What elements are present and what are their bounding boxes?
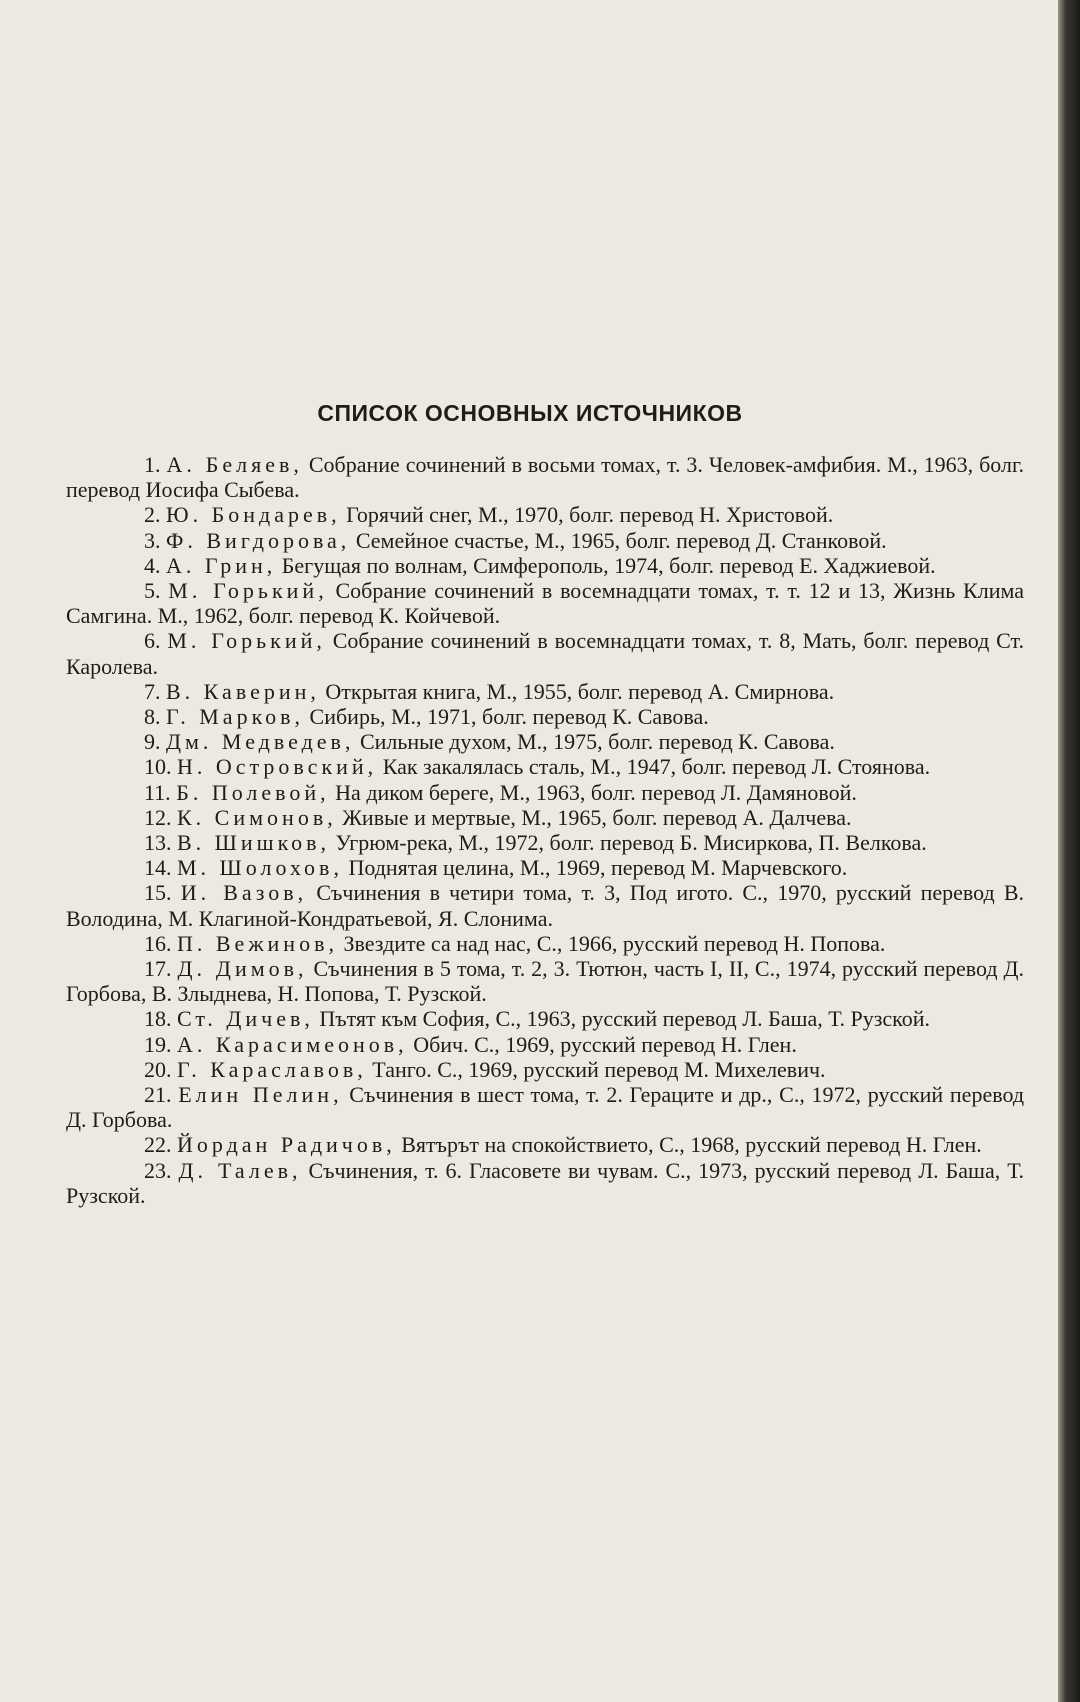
entry-number: 9. — [144, 729, 161, 755]
source-entry — [66, 578, 1024, 628]
source-entry — [66, 956, 1024, 1006]
entry-author: Н. Островский, — [177, 754, 378, 780]
source-entry — [66, 1158, 1024, 1208]
entry-text: Съчинения в шест тома, т. 2. Гераците и др., С., 1972, русский перевод Д. Горбова. — [66, 1082, 1025, 1133]
source-entry — [66, 1057, 1024, 1082]
entry-author: А. Грин, — [166, 552, 277, 578]
entry-text: Бегущая по волнам, Симферополь, 1974, болг. перевод Е. Хаджиевой. — [281, 552, 936, 578]
entry-author: Ст. Дичев, — [177, 1006, 314, 1032]
entry-number: 19. — [144, 1031, 172, 1057]
entry-author: Д. Талев, — [178, 1157, 302, 1183]
source-entry — [66, 754, 1024, 779]
entry-text: Горячий снег, М., 1970, болг. перевод Н. Христовой. — [346, 502, 834, 528]
entry-author: М. Шолохов, — [177, 855, 343, 881]
entry-number: 8. — [144, 704, 161, 730]
entry-text: Собрание сочинений в восемнадцати томах, т. 8, Мать, болг. перевод Ст. Каролева. — [66, 628, 1024, 679]
entry-number: 6. — [144, 628, 161, 654]
entry-author: М. Горький, — [167, 628, 326, 654]
entry-text: Съчинения в 5 тома, т. 2, 3. Тютюн, часть I, II, С., 1974, русский перевод Д. Горбова, В. Злыднева, Н. Попова, Т. Рузской. — [66, 956, 1025, 1007]
entry-author: Д. Димов, — [177, 956, 308, 982]
entry-text: Пътят към София, С., 1963, русский перевод Л. Баша, Т. Рузской. — [319, 1006, 931, 1032]
source-entry — [66, 628, 1024, 678]
entry-author: Б. Полевой, — [176, 779, 330, 805]
entry-text: Как закалялась сталь, М., 1947, болг. перевод Л. Стоянова. — [382, 754, 931, 780]
entry-text: Сибирь, М., 1971, болг. перевод К. Савова. — [309, 704, 709, 730]
entry-number: 13. — [144, 830, 172, 856]
entry-text: Угрюм-река, М., 1972, болг. перевод Б. Мисиркова, П. Велкова. — [335, 830, 927, 856]
entry-text: Собрание сочинений в восьми томах, т. 3. Человек-амфибия. М., 1963, болг. перевод Иосифа Сыбева. — [66, 452, 1024, 503]
entry-text: Поднятая целина, М., 1969, перевод М. Марчевского. — [348, 855, 848, 881]
entry-text: Танго. С., 1969, русский перевод М. Михелевич. — [372, 1056, 826, 1082]
source-entry — [66, 805, 1024, 830]
source-entry — [66, 679, 1024, 704]
entry-text: Семейное счастье, М., 1965, болг. перевод Д. Станковой. — [355, 527, 887, 553]
entry-number: 22. — [144, 1132, 172, 1158]
source-entry — [66, 1132, 1024, 1157]
entry-number: 23. — [144, 1157, 172, 1183]
entry-author: М. Горький, — [168, 578, 328, 604]
entry-number: 21. — [144, 1082, 172, 1108]
entry-author: П. Вежинов, — [177, 930, 338, 956]
entry-number: 15. — [144, 880, 172, 906]
source-entry — [66, 528, 1024, 553]
book-spine-shadow — [1058, 0, 1080, 1702]
source-entry — [66, 704, 1024, 729]
page-title: СПИСОК ОСНОВНЫХ ИСТОЧНИКОВ — [317, 400, 743, 426]
entry-author: Г. Марков, — [166, 704, 305, 730]
entry-text: Съчинения в четири тома, т. 3, Под игото. С., 1970, русский перевод В. Володина, М. Клагиной-Кондратьевой, Я. Слонима. — [66, 880, 1025, 931]
source-entry — [66, 553, 1024, 578]
entry-number: 20. — [144, 1056, 172, 1082]
entry-author: И. Вазов, — [180, 880, 308, 906]
entry-number: 17. — [144, 956, 172, 982]
entry-author: А. Карасимеонов, — [177, 1031, 408, 1057]
entry-number: 4. — [144, 552, 161, 578]
source-entry — [66, 452, 1024, 502]
source-entry — [66, 502, 1024, 527]
source-entry — [66, 780, 1024, 805]
source-entry — [66, 830, 1024, 855]
entry-author: В. Каверин, — [166, 678, 320, 704]
entry-number: 16. — [144, 930, 172, 956]
entry-number: 11. — [144, 779, 171, 805]
source-entry — [66, 855, 1024, 880]
entry-author: Йордан Радичов, — [177, 1132, 396, 1158]
entry-number: 12. — [144, 804, 172, 830]
entry-text: Звездите са над нас, С., 1966, русский перевод Н. Попова. — [343, 930, 886, 956]
sources-list — [66, 452, 1024, 1208]
entry-number: 18. — [144, 1006, 172, 1032]
entry-number: 3. — [144, 527, 161, 553]
source-entry — [66, 880, 1024, 930]
entry-author: Ф. Вигдорова, — [166, 527, 351, 553]
entry-number: 5. — [144, 578, 161, 604]
entry-text: Обич. С., 1969, русский перевод Н. Глен. — [413, 1031, 797, 1057]
entry-number: 1. — [144, 452, 161, 477]
entry-author: Елин Пелин, — [178, 1082, 343, 1108]
entry-number: 10. — [144, 754, 172, 780]
entry-author: А. Беляев, — [166, 452, 303, 477]
entry-text: Съчинения, т. 6. Гласовете ви чувам. С., 1973, русский перевод Л. Баша, Т. Рузской. — [66, 1157, 1024, 1208]
source-entry — [66, 729, 1024, 754]
entry-text: Открытая книга, М., 1955, болг. перевод А. Смирнова. — [325, 678, 835, 704]
entry-author: К. Симонов, — [177, 804, 337, 830]
entry-author: В. Шишков, — [177, 830, 331, 856]
source-entry — [66, 1032, 1024, 1057]
entry-author: Г. Караславов, — [177, 1056, 367, 1082]
entry-number: 2. — [144, 502, 161, 528]
entry-text: На диком береге, М., 1963, болг. перевод Л. Дамяновой. — [335, 779, 857, 805]
source-entry — [66, 1006, 1024, 1031]
entry-text: Вятърът на спокойствието, С., 1968, русский перевод Н. Глен. — [401, 1132, 982, 1158]
entry-author: Ю. Бондарев, — [166, 502, 341, 528]
entry-author: Дм. Медведев, — [166, 729, 355, 755]
source-entry — [66, 1082, 1024, 1132]
source-entry — [66, 931, 1024, 956]
entry-text: Сильные духом, М., 1975, болг. перевод К. Савова. — [359, 729, 835, 755]
entry-text: Собрание сочинений в восемнадцати томах, т. т. 12 и 13, Жизнь Клима Самгина. М., 1962, болг. перевод К. Койчевой. — [66, 578, 1025, 629]
entry-text: Живые и мертвые, М., 1965, болг. перевод А. Далчева. — [342, 804, 852, 830]
entry-number: 7. — [144, 678, 161, 704]
entry-number: 14. — [144, 855, 172, 881]
